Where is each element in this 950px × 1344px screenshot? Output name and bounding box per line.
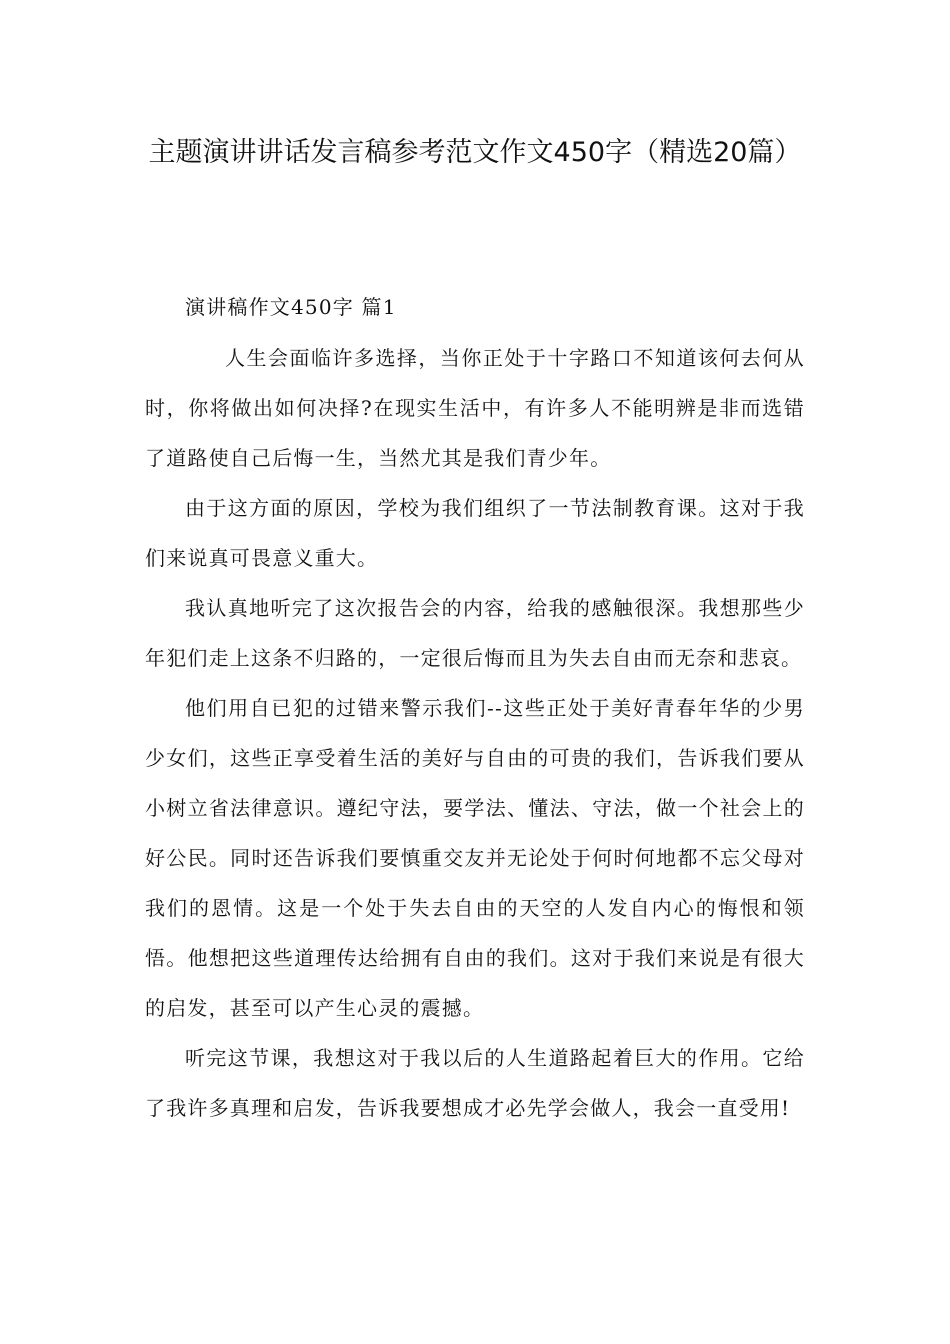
section-heading: 演讲稿作文450字 篇1 bbox=[185, 295, 397, 319]
document-body bbox=[145, 282, 805, 1133]
paragraph-1: 人生会面临许多选择，当你正处于十字路口不知道该何去何从时，你将做出如何决择?在现实生活中，有许多人不能明辨是非而选错了道路使自己后悔一生，当然尤其是我们青少年。 bbox=[145, 346, 805, 470]
paragraph-5: 听完这节课，我想这对于我以后的人生道路起着巨大的作用。它给了我许多真理和启发，告诉我要想成才必先学会做人，我会一直受用! bbox=[145, 1046, 805, 1120]
paragraph-3: 我认真地听完了这次报告会的内容，给我的感触很深。我想那些少年犯们走上这条不归路的，一定很后悔而且为失去自由而无奈和悲哀。 bbox=[145, 596, 805, 670]
paragraph-4: 他们用自已犯的过错来警示我们--这些正处于美好青春年华的少男少女们，这些正享受着生活的美好与自由的可贵的我们，告诉我们要从小树立省法律意识。遵纪守法，要学法、懂法、守法，做一个社会上的好公民。同时还告诉我们要慎重交友并无论处于何时何地都不忘父母对我们的恩情。这是一个处于失去自由的天空的人发自内心的悔恨和领悟。他想把这些道理传达给拥有自由的我们。这对于我们来说是有很大的启发，甚至可以产生心灵的震撼。 bbox=[145, 696, 805, 1020]
document-title: 主题演讲讲话发言稿参考范文作文450字（精选20篇） bbox=[148, 137, 802, 168]
paragraph-2: 由于这方面的原因，学校为我们组织了一节法制教育课。这对于我们来说真可畏意义重大。 bbox=[145, 496, 805, 570]
